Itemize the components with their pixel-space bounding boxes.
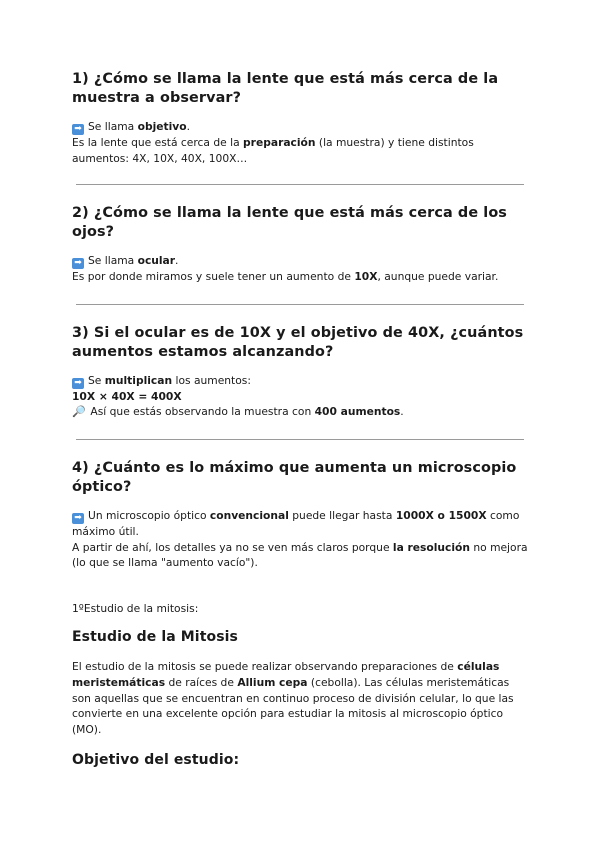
arrow-right-icon: ➡ <box>72 378 84 389</box>
question-2-title: 2) ¿Cómo se llama la lente que está más cerca de los ojos? <box>72 205 507 241</box>
study-paragraph: El estudio de la mitosis se puede realizar observando preparaciones de células meristemáticas de raíces de Allium cepa (cebolla). Las células meristemáticas son aquellas que se encuentran en continuo proceso de división celular, lo que las convierte en una excelente opción para estudiar la mitosis al microscopio óptico (MO). <box>72 660 514 736</box>
question-3-answer: ➡ Se multiplican los aumentos: 10X × 40X = 400X 🔎 Así que estás observando la muestra con 400 aumentos. <box>72 373 404 419</box>
question-2-answer: ➡ Se llama ocular. Es por donde miramos y suele tener un aumento de 10X, aunque puede variar. <box>72 254 499 284</box>
arrow-right-icon: ➡ <box>72 513 84 524</box>
study-heading: Estudio de la Mitosis <box>72 629 238 646</box>
question-3-title: 3) Si el ocular es de 10X y el objetivo de 40X, ¿cuántos aumentos estamos alcanzando? <box>72 324 524 360</box>
question-4-answer: ➡ Un microscopio óptico convencional puede llegar hasta 1000X o 1500X como máximo útil. A partir de ahí, los detalles ya no se ven más claros porque la resolución no mejora (lo que se llama "aumento vacío"). <box>72 508 528 570</box>
objective-heading: Objetivo del estudio: <box>72 752 240 769</box>
document-page <box>72 70 528 770</box>
question-4-title: 4) ¿Cuánto es lo máximo que aumenta un microscopio óptico? <box>72 459 517 495</box>
arrow-right-icon: ➡ <box>72 258 84 269</box>
study-label: 1ºEstudio de la mitosis: <box>72 601 199 615</box>
arrow-right-icon: ➡ <box>72 124 84 135</box>
formula: 10X × 40X = 400X <box>72 389 182 403</box>
question-1-answer: ➡ Se llama objetivo. Es la lente que está cerca de la preparación (la muestra) y tiene distintos aumentos: 4X, 10X, 40X, 100X… <box>72 120 474 165</box>
question-1-title: 1) ¿Cómo se llama la lente que está más cerca de la muestra a observar? <box>72 71 499 106</box>
magnifier-icon: 🔎 <box>72 405 86 419</box>
